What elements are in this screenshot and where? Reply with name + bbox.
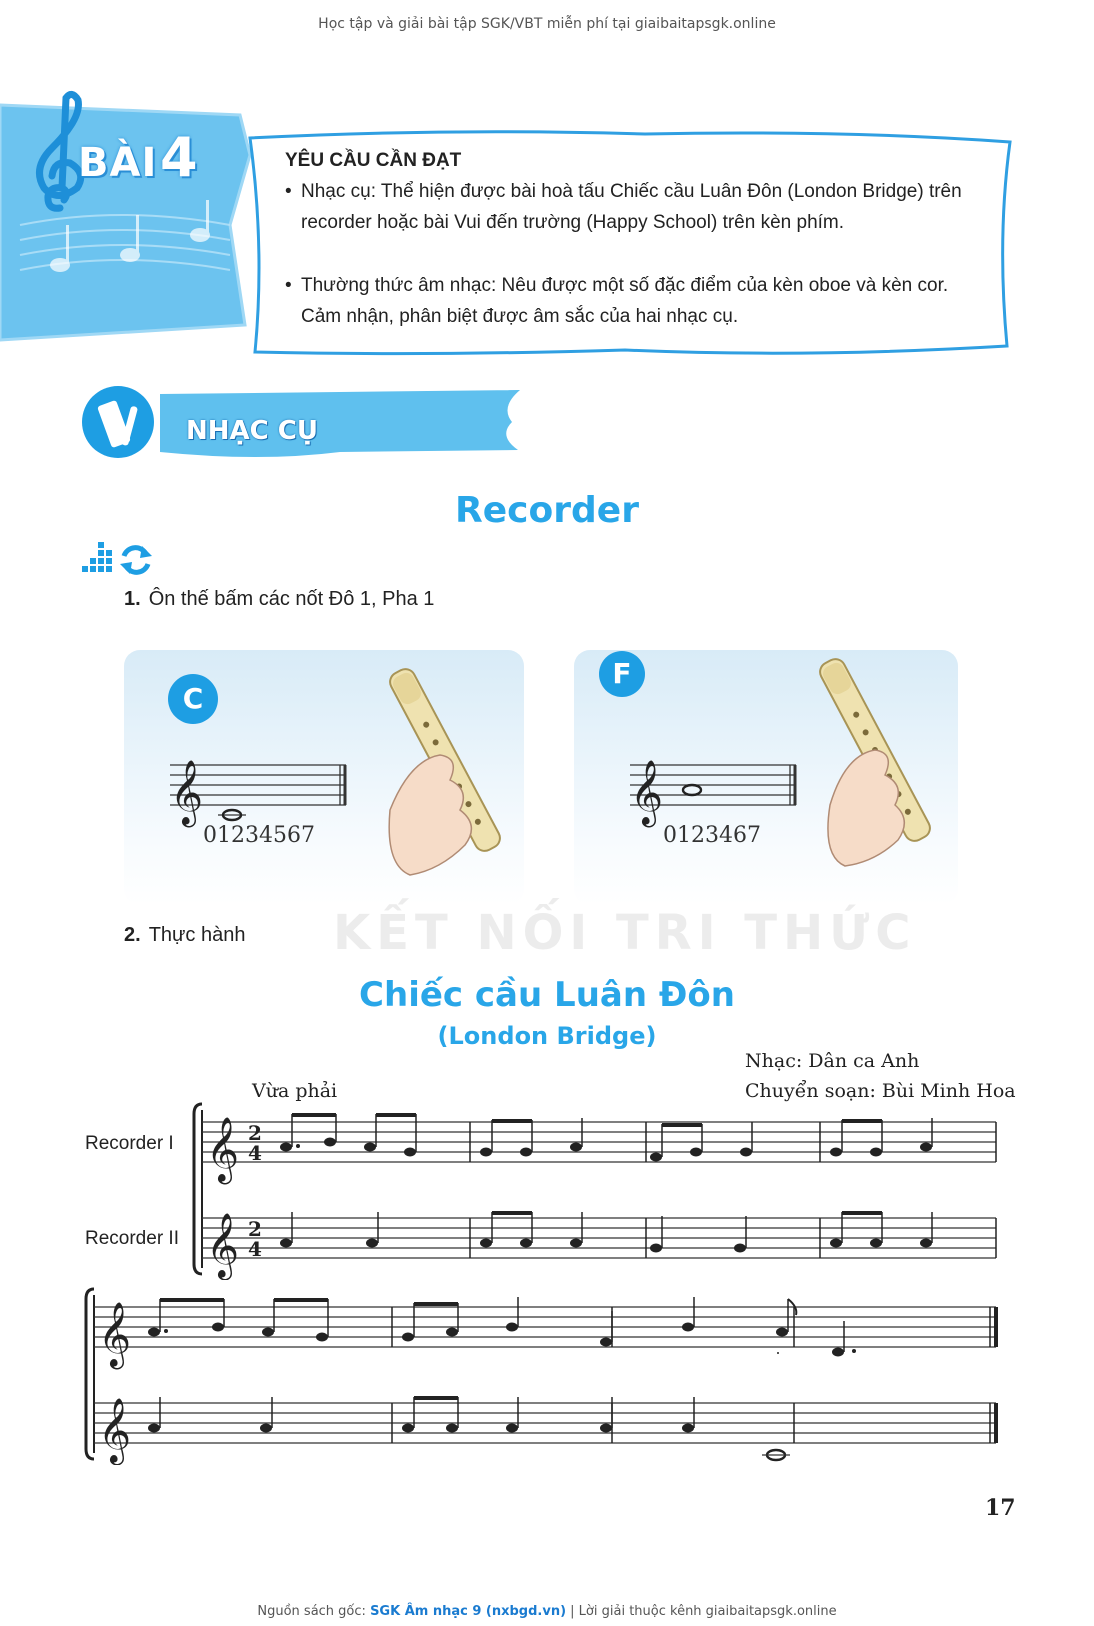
svg-text:4: 4 (248, 1141, 262, 1165)
requirements-title: YÊU CẦU CẦN ĐẠT (285, 150, 462, 171)
step-1: 1. Ôn thế bấm các nốt Đô 1, Pha 1 (124, 588, 435, 610)
lesson-number: 4 (160, 126, 198, 189)
requirement-item: • Thường thức âm nhạc: Nêu được một số đặc điểm của kèn oboe và kèn cor. Cảm nhận, phân biệt được âm sắc của hai nhạc cụ. (285, 275, 949, 327)
svg-text:𝄞: 𝄞 (98, 1302, 132, 1367)
song-title: Chiếc cầu Luân Đôn (359, 975, 735, 1015)
score-system-1 (190, 1100, 1010, 1280)
svg-text:2: 2 (248, 1217, 262, 1241)
svg-text:𝄞: 𝄞 (206, 1117, 240, 1182)
fingering-c: 01234567 (203, 823, 315, 848)
source-link[interactable]: SGK Âm nhạc 9 (nxbgd.vn) (370, 1604, 567, 1619)
song-subtitle: (London Bridge) (437, 1022, 657, 1050)
recorder-title: Recorder (455, 490, 639, 531)
arrange-credit: Chuyển soạn: Bùi Minh Hoa (745, 1080, 1016, 1102)
page-number: 17 (985, 1495, 1016, 1521)
watermark: KẾT NỐI TRI THỨC (333, 905, 917, 961)
svg-text:2: 2 (248, 1121, 262, 1145)
lesson-label: BÀI (78, 140, 158, 186)
svg-text:𝄞: 𝄞 (630, 760, 664, 825)
svg-text:𝄞: 𝄞 (170, 760, 204, 825)
svg-text:𝄞: 𝄞 (206, 1213, 240, 1278)
score-system-2 (82, 1285, 1012, 1465)
music-credit: Nhạc: Dân ca Anh (745, 1050, 920, 1072)
part-label-recorder-1: Recorder I (85, 1133, 174, 1154)
part-label-recorder-2: Recorder II (85, 1228, 179, 1249)
svg-text:4: 4 (248, 1237, 262, 1261)
svg-text:𝄞: 𝄞 (98, 1398, 132, 1463)
note-badge-c: C (168, 674, 218, 724)
recorder-hand-illustration (800, 640, 950, 870)
footer-note: Nguồn sách gốc: SGK Âm nhạc 9 (nxbgd.vn) | Lời giải thuộc kênh giaibaitapsgk.online (257, 1604, 837, 1619)
note-badge-f: F (599, 651, 645, 697)
tempo-marking: Vừa phải (252, 1080, 338, 1102)
recorder-hand-illustration (370, 650, 520, 880)
step-2: 2. Thực hành (124, 924, 246, 946)
section-label: NHẠC CỤ (186, 416, 318, 446)
header-note: Học tập và giải bài tập SGK/VBT miễn phí tại giaibaitapsgk.online (318, 16, 776, 32)
practice-icon (80, 540, 160, 580)
fingering-f: 0123467 (663, 823, 761, 848)
requirement-item: • Nhạc cụ: Thể hiện được bài hoà tấu Chiếc cầu Luân Đôn (London Bridge) trên recorder hoặc bài Vui đến trường (Happy School) trên kèn phím. (285, 181, 962, 233)
